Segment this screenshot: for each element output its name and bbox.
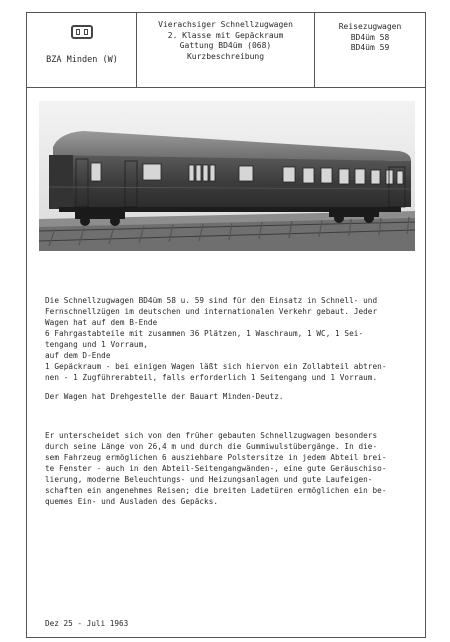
title-line: Vierachsiger Schnellzugwagen — [158, 20, 293, 29]
footer-note: Dez 25 - Juli 1963 — [45, 619, 129, 628]
reference-line: BD4üm 58 — [350, 32, 390, 42]
reference-line: Reisezugwagen — [338, 22, 402, 31]
title-line: Kurzbeschreibung — [186, 51, 265, 61]
title-line: 2. Klasse mit Gepäckraum — [167, 30, 284, 40]
document-frame — [26, 12, 426, 638]
bogie-paragraph: Der Wagen hat Drehgestelle der Bauart Minden-Deutz. — [45, 392, 284, 401]
header-reference-cell — [315, 13, 425, 87]
document-header — [27, 13, 425, 88]
reference-line: BD4üm 59 — [350, 43, 390, 52]
title-line: Gattung BD4üm (068) — [179, 41, 272, 50]
description-paragraph: Die Schnellzugwagen BD4üm 58 u. 59 sind für den Einsatz in Schnell- und Fernschnellzügen im deutschen und internationalen Verkehr gebaut. Jeder Wagen hat auf dem B-Ende 6 Fahrgastabteile mit zusammen 36 Plätzen, 1 Waschraum, 1 WC, 1 Sei- tengang und 1 Vorraum, auf dem D-Ende 1 Gepäckraum - bei einigen Wagen läßt sich hiervon ein Zollabteil abtren- nen - 1 Zugführerabteil, falls erforderlich 1 Seitengang und 1 Vorraum. — [45, 296, 387, 382]
office-name: BZA Minden (W) — [46, 55, 118, 65]
features-paragraph: Er unterscheidet sich von den früher gebauten Schnellzugwagen besonders durch seine Länge von 26,4 m und durch die Gummiwulstübergänge. In die- sem Fahrzeug ermöglichen 6 ausziehbare Polstersitze in jedem Abteil brei- te Fenster - auch in den Abteil-Seitengangwänden-, eine gute Geräuschiso- lierung, moderne Beleuchtungs- und Heizungsanlagen und gute Laufeigen- schaften ein angenehmes Reisen; die breiten Ladetüren ermöglichen ein be- quemes Ein- und Ausladen des Gepäcks. — [45, 431, 387, 506]
railway-coach-photo — [39, 101, 415, 251]
db-logo-icon — [71, 25, 93, 39]
header-title-cell — [137, 13, 315, 87]
header-logo-cell — [27, 13, 137, 87]
coach-illustration — [39, 101, 415, 251]
